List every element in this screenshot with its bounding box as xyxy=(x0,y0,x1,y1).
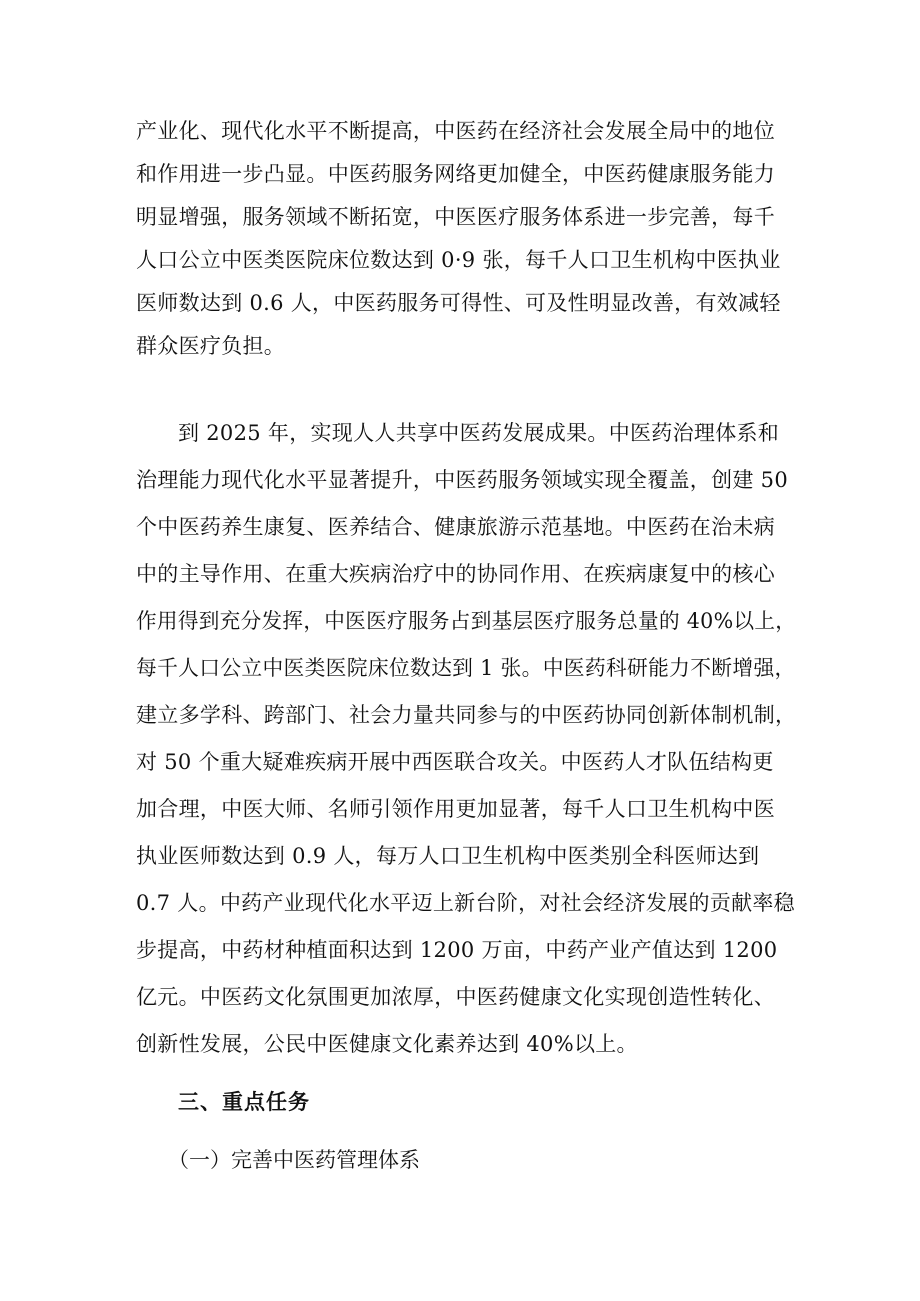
text-line: 中的主导作用、在重大疾病治疗中的协同作用、在疾病康复中的核心 xyxy=(136,562,775,586)
text-line: 群众医疗负担。 xyxy=(136,334,286,358)
text-line: 医师数达到 0.6 人，中医药服务可得性、可及性明显改善，有效减轻 xyxy=(136,291,781,315)
text-line: 到 2025 年，实现人人共享中医药发展成果。中医药治理体系和 xyxy=(178,421,780,445)
text-line: 建立多学科、跨部门、社会力量共同参与的中医药协同创新体制机制， xyxy=(136,703,797,727)
text-line: 0.7 人。中药产业现代化水平迈上新台阶，对社会经济发展的贡献率稳 xyxy=(136,891,795,915)
text-line: 执业医师数达到 0.9 人，每万人口卫生机构中医类别全科医师达到 xyxy=(136,844,760,868)
text-line: 亿元。中医药文化氛围更加浓厚，中医药健康文化实现创造性转化、 xyxy=(136,985,775,1009)
text-line: 对 50 个重大疑难疾病开展中西医联合攻关。中医药人才队伍结构更 xyxy=(136,750,774,774)
text-line: 每千人口公立中医类医院床位数达到 1 张。中医药科研能力不断增强， xyxy=(136,656,796,680)
text-line: 人口公立中医类医院床位数达到 0·9 张，每千人口卫生机构中医执业 xyxy=(136,248,781,272)
text-line: 明显增强，服务领域不断拓宽，中医医疗服务体系进一步完善，每千 xyxy=(136,205,775,229)
text-line: 产业化、现代化水平不断提高，中医药在经济社会发展全局中的地位 xyxy=(136,119,775,143)
subsection-heading: （一）完善中医药管理体系 xyxy=(168,1148,420,1172)
text-line: 个中医药养生康复、医养结合、健康旅游示范基地。中医药在治未病 xyxy=(136,515,775,539)
text-line: 作用得到充分发挥，中医医疗服务占到基层医疗服务总量的 40%以上， xyxy=(136,609,797,633)
text-line: 和作用进一步凸显。中医药服务网络更加健全，中医药健康服务能力 xyxy=(136,162,775,186)
text-line: 治理能力现代化水平显著提升，中医药服务领域实现全覆盖，创建 50 xyxy=(136,468,788,492)
text-line: 加合理，中医大师、名师引领作用更加显著，每千人口卫生机构中医 xyxy=(136,797,775,821)
text-line: 创新性发展，公民中医健康文化素养达到 40%以上。 xyxy=(136,1032,638,1056)
text-line: 步提高，中药材种植面积达到 1200 万亩，中药产业产值达到 1200 xyxy=(136,938,778,962)
section-heading: 三、重点任务 xyxy=(178,1090,310,1114)
